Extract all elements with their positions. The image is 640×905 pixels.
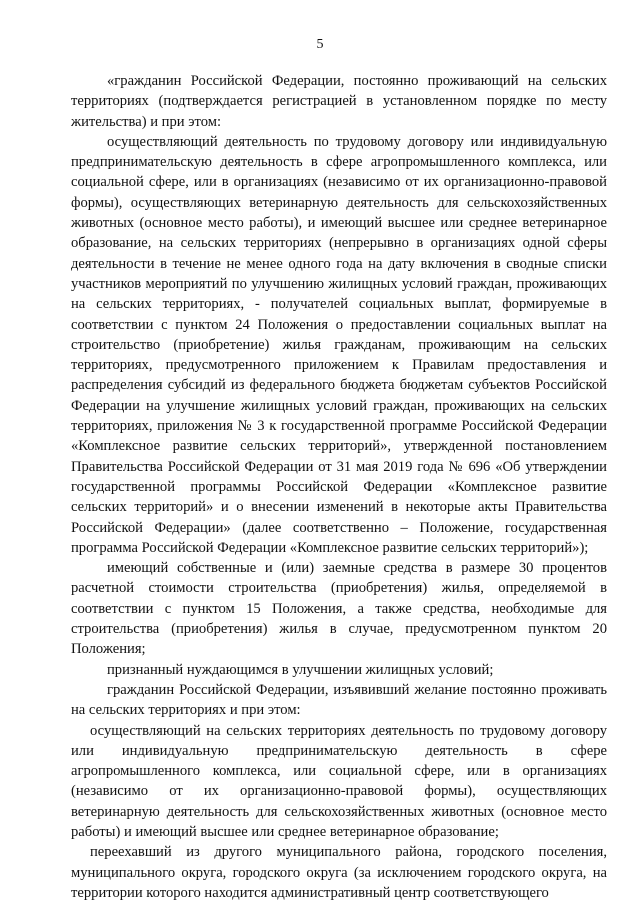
- page-number: 5: [316, 37, 324, 52]
- paragraph-citizen-resident: «гражданин Российской Федерации, постоянно проживающий на сельских территориях (подтверждается регистрацией в установленном порядке по месту жительства) и при этом:: [71, 73, 607, 130]
- paragraph-own-funds: имеющий собственные и (или) заемные средства в размере 30 процентов расчетной стоимости строительства (приобретения) жилья, определяемой в соответствии с пунктом 15 Положения, а также средства, необходимые для строительства (приобретения) жилья в случае, предусмотренном пунктом 20 Положения;: [71, 560, 607, 658]
- paragraph-employment-condition: осуществляющий деятельность по трудовому договору или индивидуальную предпринимательскую деятельность в сфере агропромышленного комплекса, или социальной сфере, или в организациях (независимо от их организационно-правовой формы), осуществляющих ветеринарную деятельность для сельскохозяйственных животных (основное место работы), и имеющий высшее или среднее ветеринарное образование, на сельских территориях (непрерывно в организациях одной сферы деятельности в течение не менее одного года на дату включения в сводные списки участников мероприятий по улучшению жилищных условий граждан, проживающих на сельских территориях, - получателей социальных выплат, формируемые в соответствии с пунктом 24 Положения о предоставлении социальных выплат на строительство (приобретение) жилья гражданам, проживающим на сельских территориях, предусмотренного приложением к Правилам предоставления и распределения субсидий из федерального бюджета бюджетам субъектов Российской Федерации на улучшение жилищных условий граждан, проживающих на сельских территориях, приложения № 3 к государственной программе Российской Федерации «Комплексное развитие сельских территорий», утвержденной постановлением Правительства Российской Федерации от 31 мая 2019 года № 696 «Об утверждении государственной программы Российской Федерации «Комплексное развитие сельских территорий» и о внесении изменений в некоторые акты Правительства Российской Федерации» (далее соответственно – Положение, государственная программа Российской Федерации «Комплексное развитие сельских территорий»);: [71, 133, 607, 556]
- paragraph-moved-from-district: переехавший из другого муниципального района, городского поселения, муниципального округа, городского округа (за исключением городского округа, на территории которого находится административный центр соответствующего: [71, 844, 607, 901]
- paragraph-rural-employment: осуществляющий на сельских территориях деятельность по трудовому договору или индивидуальную предпринимательскую деятельность в сфере агропромышленного комплекса, или социальной сфере, или в организациях (независимо от их организационно-правовой формы), осуществляющих ветеринарную деятельность для сельскохозяйственных животных (основное место работы) и имеющий высшее или среднее ветеринарное образование;: [71, 722, 607, 840]
- paragraph-housing-need: признанный нуждающимся в улучшении жилищных условий;: [107, 661, 494, 678]
- paragraph-citizen-relocating: гражданин Российской Федерации, изъявивший желание постоянно проживать на сельских территориях и при этом:: [71, 681, 607, 719]
- document-body: [71, 71, 607, 903]
